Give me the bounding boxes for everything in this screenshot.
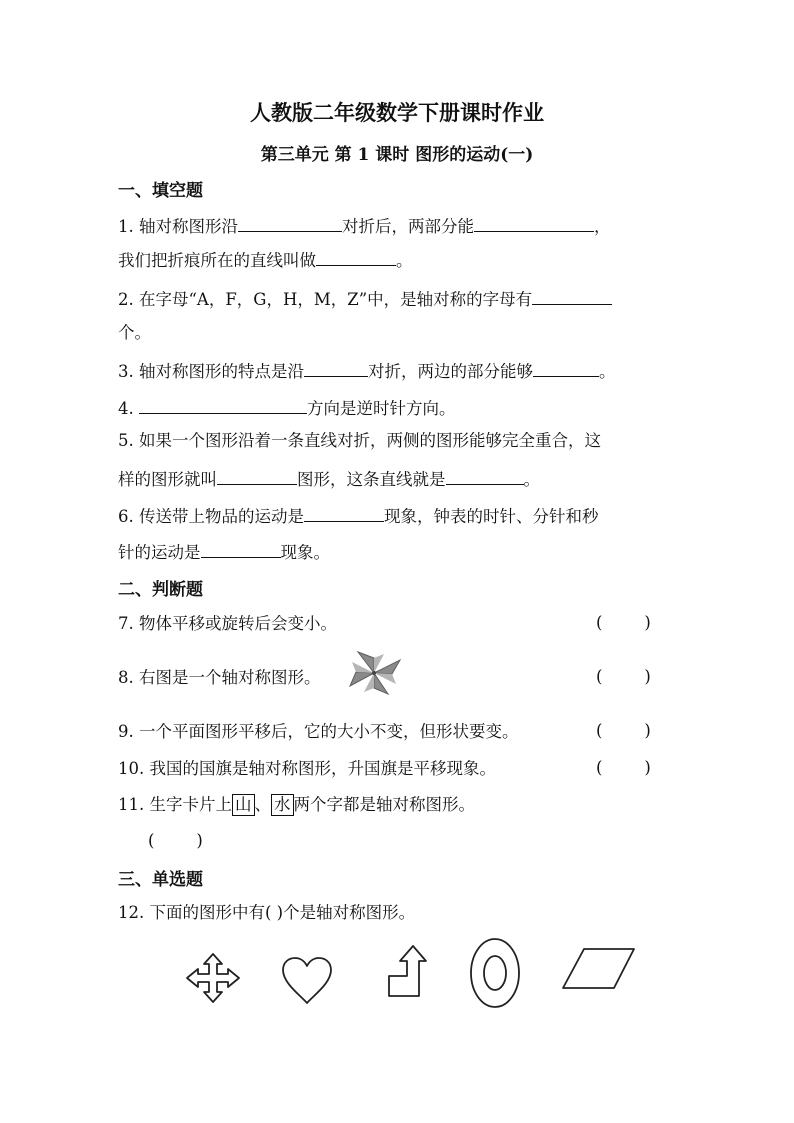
q11-text-a: 11. 生字卡片上 bbox=[118, 795, 232, 814]
q6-text-a: 6. 传送带上物品的运动是 bbox=[118, 507, 304, 526]
question-6-line-1 bbox=[118, 503, 599, 528]
q1-blank-1[interactable] bbox=[238, 213, 342, 232]
q2-text-a: 2. 在字母“A，F，G，H，M，Z”中，是轴对称的字母有 bbox=[118, 290, 533, 309]
q10-answer-paren[interactable]: ( ) bbox=[596, 758, 651, 777]
q9-answer-paren[interactable]: ( ) bbox=[596, 721, 651, 740]
ring-icon bbox=[468, 936, 522, 1010]
page-subtitle: 第三单元 第 1 课时 图形的运动(一) bbox=[260, 145, 534, 165]
q3-blank-1[interactable] bbox=[304, 358, 368, 377]
question-10: 10. 我国的国旗是轴对称图形，升国旗是平移现象。 bbox=[118, 759, 496, 778]
section-fill-blank: 一、填空题 bbox=[118, 181, 203, 201]
bent-arrow-icon bbox=[386, 944, 430, 1000]
section-true-false: 二、判断题 bbox=[118, 580, 203, 600]
question-8: 8. 右图是一个轴对称图形。 bbox=[118, 668, 321, 687]
q1-text-c: ， bbox=[594, 217, 611, 236]
heart-icon bbox=[280, 955, 334, 1007]
q6-text-c: 针的运动是 bbox=[118, 543, 201, 562]
four-way-arrow-icon bbox=[184, 952, 242, 1004]
q1-text-e: 。 bbox=[396, 251, 413, 270]
question-2-line-1 bbox=[118, 286, 612, 311]
q5-blank-1[interactable] bbox=[217, 466, 297, 485]
question-5-line-1: 5. 如果一个图形沿着一条直线对折，两侧的图形能够完全重合，这 bbox=[118, 431, 601, 450]
q6-text-b: 现象，钟表的时针、分针和秒 bbox=[384, 507, 599, 526]
q6-blank-2[interactable] bbox=[201, 539, 281, 558]
q1-text-a: 1. 轴对称图形沿 bbox=[118, 217, 238, 236]
q2-blank[interactable] bbox=[532, 286, 612, 305]
question-1-line-1 bbox=[118, 213, 611, 238]
q5-text-c: 图形，这条直线就是 bbox=[297, 470, 446, 489]
section-single-choice: 三、单选题 bbox=[118, 870, 203, 890]
question-1-line-2 bbox=[118, 247, 413, 272]
q11-text-c: 、 bbox=[254, 795, 271, 814]
q8-answer-paren[interactable]: ( ) bbox=[596, 667, 651, 686]
question-4-line bbox=[118, 395, 456, 420]
q11-text-e: 两个字都是轴对称图形。 bbox=[293, 795, 475, 814]
character-card-shan: 山 bbox=[232, 794, 255, 816]
question-9: 9. 一个平面图形平移后，它的大小不变，但形状要变。 bbox=[118, 722, 519, 741]
q1-blank-3[interactable] bbox=[316, 247, 396, 266]
q6-text-d: 现象。 bbox=[280, 543, 330, 562]
q1-text-b: 对折后，两部分能 bbox=[342, 217, 474, 236]
question-2-line-2: 个。 bbox=[118, 323, 151, 342]
question-11 bbox=[118, 794, 475, 816]
question-6-line-2 bbox=[118, 539, 330, 564]
question-7: 7. 物体平移或旋转后会变小。 bbox=[118, 614, 337, 633]
character-card-shui: 水 bbox=[271, 794, 294, 816]
q11-answer-paren[interactable]: ( ) bbox=[148, 831, 203, 850]
question-5-line-2 bbox=[118, 466, 540, 491]
parallelogram-icon bbox=[560, 946, 638, 992]
q7-answer-paren[interactable]: ( ) bbox=[596, 613, 651, 632]
q3-blank-2[interactable] bbox=[533, 358, 599, 377]
page-title: 人教版二年级数学下册课时作业 bbox=[250, 100, 544, 125]
q6-blank-1[interactable] bbox=[304, 503, 384, 522]
q3-text-b: 对折，两边的部分能够 bbox=[368, 362, 533, 381]
q3-text-a: 3. 轴对称图形的特点是沿 bbox=[118, 362, 304, 381]
q4-text-a: 4. bbox=[118, 399, 139, 418]
pinwheel-icon bbox=[344, 648, 404, 698]
q4-blank[interactable] bbox=[139, 395, 307, 414]
q4-text-b: 方向是逆时针方向。 bbox=[307, 399, 456, 418]
q5-text-d: 。 bbox=[523, 470, 540, 489]
q5-text-b: 样的图形就叫 bbox=[118, 470, 217, 489]
q1-blank-2[interactable] bbox=[474, 213, 594, 232]
q1-text-d: 我们把折痕所在的直线叫做 bbox=[118, 251, 316, 270]
question-12: 12. 下面的图形中有( )个是轴对称图形。 bbox=[118, 903, 416, 922]
question-3-line bbox=[118, 358, 616, 383]
q3-text-c: 。 bbox=[599, 362, 616, 381]
q5-blank-2[interactable] bbox=[446, 466, 524, 485]
